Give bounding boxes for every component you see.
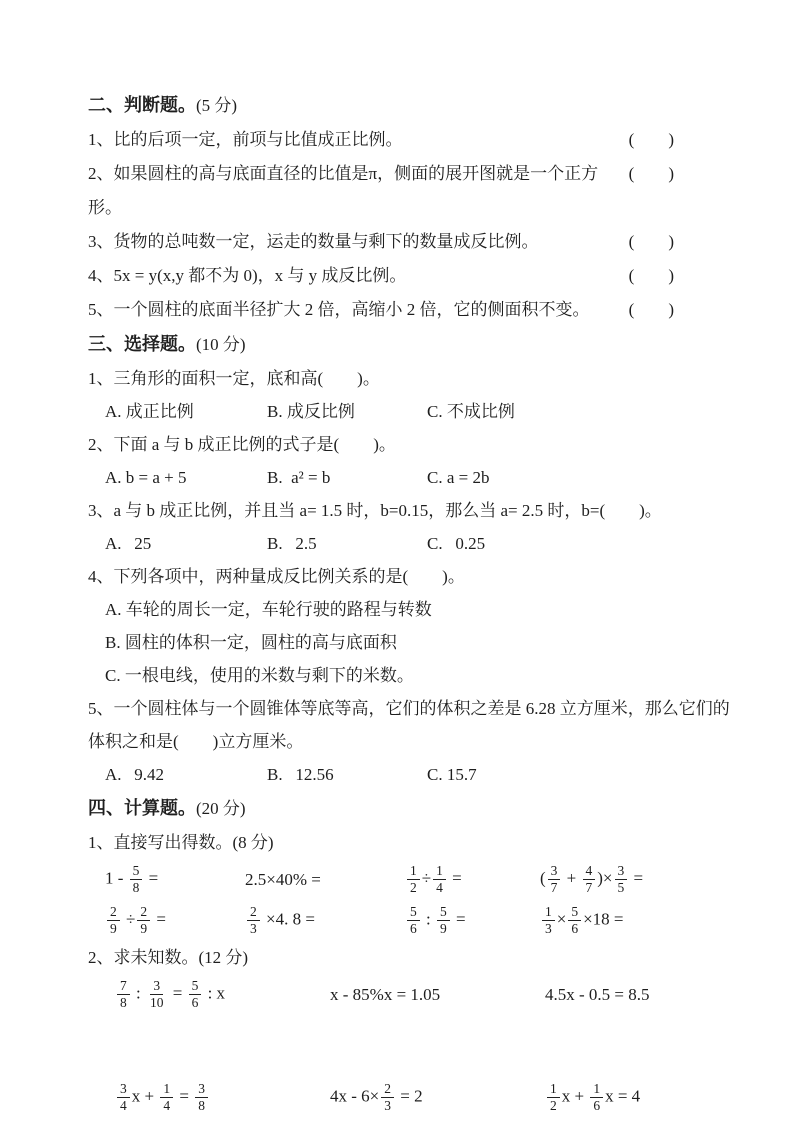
- paren-open: (: [628, 300, 635, 319]
- math-expression: [115, 979, 330, 1010]
- math-expression: [105, 905, 245, 936]
- fraction: $\frac{5}{6}$: [568, 905, 581, 936]
- question-text: 5、一个圆柱体与一个圆锥体等底等高，它们的体积之差是 6.28 立方厘米，那么它们的: [88, 699, 730, 718]
- calc-row-2: [88, 900, 737, 941]
- math-expression: [330, 985, 545, 1005]
- math-expression: [545, 1082, 737, 1113]
- fraction: $\frac{3}{7}$: [548, 864, 561, 895]
- question-text: 3、a 与 b 成正比例，并且当 a= 1.5 时，b=0.15，那么当 a= 2.5 时，b=( )。: [88, 501, 662, 520]
- subsection-title: 2、求未知数。(12 分): [88, 948, 249, 967]
- paren-open: (: [628, 232, 635, 251]
- expression-text: = 2: [396, 1086, 423, 1106]
- section-judgment-header: [88, 88, 737, 123]
- equation-row-2: [88, 1077, 737, 1118]
- judgment-item-text: 3、货物的总吨数一定，运走的数量与剩下的数量成反比例。: [88, 232, 539, 251]
- question-text: 1、三角形的面积一定，底和高( )。: [88, 369, 380, 388]
- expression-text: =: [629, 868, 644, 888]
- choice-q1-text: [88, 362, 737, 395]
- fraction: $\frac{1}{3}$: [542, 905, 555, 936]
- expression-text: =: [175, 1086, 194, 1106]
- expression-text: 2.5×40% =: [245, 869, 321, 889]
- calc-sub2-title: [88, 941, 737, 974]
- option-b: B. 圆柱的体积一定，圆柱的高与底面积: [105, 633, 397, 652]
- option-c: C. 0.25: [427, 534, 486, 553]
- option-a: A. 车轮的周长一定，车轮行驶的路程与转数: [105, 600, 432, 619]
- fraction: $\frac{3}{5}$: [615, 864, 628, 895]
- choice-q2-text: [88, 428, 737, 461]
- option-b: B. 2.5: [267, 534, 317, 553]
- fraction: $\frac{3}{4}$: [117, 1082, 130, 1113]
- expression-text: =: [152, 909, 166, 929]
- subsection-title: 1、直接写出得数。(8 分): [88, 833, 274, 852]
- math-expression: [330, 1082, 545, 1113]
- fraction: $\frac{2}{9}$: [107, 905, 120, 936]
- answer-paren: [629, 157, 674, 225]
- fraction: $\frac{1}{4}$: [433, 864, 446, 895]
- option-b: B. 成反比例: [267, 402, 355, 421]
- math-expression: [405, 905, 540, 936]
- paren-close: ): [668, 130, 674, 149]
- choice-q3-options: [88, 527, 737, 560]
- choice-q5-text-line1: [88, 692, 737, 725]
- section-judgment-points: (5 分): [196, 96, 238, 115]
- fraction: $\frac{3}{10}$: [149, 977, 164, 1010]
- calc-sub1-title: [88, 826, 737, 859]
- paren-open: (: [628, 164, 635, 183]
- equation-row-1: [88, 974, 737, 1015]
- paren-close: ): [668, 164, 674, 183]
- judgment-item-3: [88, 225, 674, 259]
- expression-text: ×: [556, 909, 567, 929]
- expression-text: 1 -: [105, 868, 128, 888]
- math-expression: [105, 864, 245, 895]
- section-calc-points: (20 分): [196, 799, 246, 818]
- answer-paren: [629, 225, 674, 259]
- option-b: B. 12.56: [267, 765, 334, 784]
- expression-text: +: [562, 868, 581, 888]
- section-choice-title: 三、选择题。: [88, 334, 196, 354]
- choice-q4-option-c: [88, 659, 737, 692]
- option-a: A. 25: [105, 534, 152, 553]
- option-c: C. a = 2b: [427, 468, 490, 487]
- option-b: B. a² = b: [267, 468, 331, 487]
- judgment-item-text: 4、5x = y(x,y 都不为 0)，x 与 y 成反比例。: [88, 266, 407, 285]
- expression-text: ÷: [121, 909, 136, 929]
- section-calc-header: [88, 791, 737, 826]
- expression-text: 4x - 6×: [330, 1086, 380, 1106]
- option-c: C. 一根电线，使用的米数与剩下的米数。: [105, 666, 414, 685]
- choice-q4-text: [88, 560, 737, 593]
- fraction: $\frac{1}{4}$: [160, 1082, 173, 1113]
- expression-text: (: [540, 868, 546, 888]
- paren-open: (: [628, 266, 635, 285]
- math-expression: [245, 905, 405, 936]
- fraction: $\frac{1}{2}$: [547, 1082, 560, 1113]
- option-a: A. 9.42: [105, 765, 165, 784]
- judgment-item-text: 2、如果圆柱的高与底面直径的比值是π，侧面的展开图就是一个正方形。: [88, 164, 599, 217]
- expression-text: =: [447, 868, 462, 888]
- question-text: 4、下列各项中，两种量成反比例关系的是( )。: [88, 567, 465, 586]
- fraction: $\frac{2}{3}$: [381, 1082, 394, 1113]
- option-a: A. b = a + 5: [105, 468, 187, 487]
- expression-text: x +: [561, 1086, 589, 1106]
- expression-text: :: [131, 983, 145, 1003]
- fraction: $\frac{5}{6}$: [407, 905, 420, 936]
- fraction: $\frac{1}{2}$: [407, 864, 420, 895]
- fraction: $\frac{3}{8}$: [195, 1082, 208, 1113]
- expression-text: x = 4: [605, 1086, 641, 1106]
- fraction: $\frac{5}{9}$: [437, 905, 450, 936]
- answer-paren: [629, 293, 674, 327]
- math-expression: [540, 864, 737, 895]
- question-text: 2、下面 a 与 b 成正比例的式子是( )。: [88, 435, 396, 454]
- expression-text: =: [168, 983, 187, 1003]
- expression-text: x - 85%x = 1.05: [330, 984, 441, 1004]
- section-calc-title: 四、计算题。: [88, 798, 196, 818]
- paren-open: (: [628, 130, 635, 149]
- expression-text: ÷: [421, 868, 432, 888]
- expression-text: : x: [203, 983, 226, 1003]
- expression-text: ×18 =: [583, 909, 624, 929]
- choice-q4-option-b: [88, 626, 737, 659]
- expression-text: 4.5x - 0.5 = 8.5: [545, 984, 650, 1004]
- math-expression: [405, 864, 540, 895]
- judgment-item-text: 1、比的后项一定，前项与比值成正比例。: [88, 130, 403, 149]
- choice-q4-option-a: [88, 593, 737, 626]
- choice-q3-text: [88, 494, 737, 527]
- fraction: $\frac{2}{9}$: [137, 905, 150, 936]
- question-text: 体积之和是( )立方厘米。: [88, 732, 304, 751]
- math-expression: [540, 905, 737, 936]
- judgment-item-2: [88, 157, 674, 225]
- math-expression: [115, 1082, 330, 1113]
- paren-close: ): [668, 266, 674, 285]
- choice-q1-options: [88, 395, 737, 428]
- answer-paren: [629, 123, 674, 157]
- option-c: C. 15.7: [427, 765, 477, 784]
- judgment-item-5: [88, 293, 674, 327]
- expression-text: ×4. 8 =: [261, 909, 315, 929]
- answer-paren: [629, 259, 674, 293]
- option-a: A. 成正比例: [105, 402, 194, 421]
- expression-text: x +: [131, 1086, 159, 1106]
- paren-close: ): [668, 300, 674, 319]
- math-expression: [245, 870, 405, 890]
- fraction: $\frac{1}{6}$: [590, 1082, 603, 1113]
- judgment-item-4: [88, 259, 674, 293]
- fraction: $\frac{5}{8}$: [130, 864, 143, 895]
- calc-row-1: [88, 859, 737, 900]
- math-expression: [545, 985, 737, 1005]
- fraction: $\frac{7}{8}$: [117, 979, 130, 1010]
- section-judgment-title: 二、判断题。: [88, 95, 196, 115]
- fraction: $\frac{2}{3}$: [247, 905, 260, 936]
- choice-q2-options: [88, 461, 737, 494]
- option-c: C. 不成比例: [427, 402, 515, 421]
- choice-q5-options: [88, 758, 737, 791]
- section-choice-points: (10 分): [196, 335, 246, 354]
- expression-text: =: [451, 909, 466, 929]
- expression-text: :: [421, 909, 435, 929]
- fraction: $\frac{4}{7}$: [583, 864, 596, 895]
- judgment-item-text: 5、一个圆柱的底面半径扩大 2 倍，高缩小 2 倍，它的侧面积不变。: [88, 300, 590, 319]
- choice-q5-text-line2: [88, 725, 737, 758]
- expression-text: =: [144, 868, 159, 888]
- expression-text: )×: [597, 868, 613, 888]
- fraction: $\frac{5}{6}$: [189, 979, 202, 1010]
- paren-close: ): [668, 232, 674, 251]
- judgment-item-1: [88, 123, 674, 157]
- section-choice-header: [88, 327, 737, 362]
